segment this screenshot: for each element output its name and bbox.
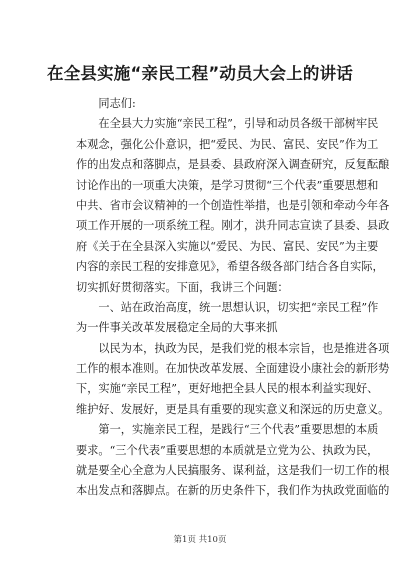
paragraph-line: 内容的亲民工程的安排意见》，希望各级各部门结合各自实际， [76, 260, 384, 274]
paragraph-line: 下，实施“亲民工程”，更好地把全县人民的根本利益实现好、 [76, 382, 379, 396]
paragraph-line: 第一，实施亲民工程，是践行“三个代表”重要思想的本质 [76, 423, 379, 437]
salutation: 同志们: [76, 97, 136, 110]
document-title: 在全县实施“亲民工程”动员大会上的讲话 [47, 64, 353, 83]
paragraph-line: 府《关于在全县深入实施以“爱民、为民、富民、安民”为主要 [76, 239, 379, 253]
paragraph-line: 中共、省市会议精神的一个创造性举措，也是引领和牵动今年各 [76, 198, 390, 212]
paragraph-line: 本出发点和落脚点。在新的历史条件下，我们作为执政党面临的 [76, 484, 390, 498]
paragraph-line: 讨论作出的一项重大决策，是学习贯彻“三个代表”重要思想和 [76, 178, 379, 192]
paragraph-line: 维护好、发展好，更是具有重要的现实意义和深远的历史意义。 [76, 402, 390, 416]
paragraph-line: 作的出发点和落脚点，是县委、县政府深入调查研究，反复酝酿 [76, 158, 390, 172]
document-body [76, 94, 390, 502]
section-heading-line: 为一件事关改革发展稳定全局的大事来抓 [76, 321, 278, 335]
paragraph-line: 在全县大力实施“亲民工程”，引导和动员各级干部树牢民 [76, 117, 379, 131]
paragraph-line: 工作的根本准则。在加快改革发展、全面建设小康社会的新形势 [76, 362, 390, 376]
page-number-footer: 第1页 共10页 [173, 535, 227, 545]
paragraph-line: 就是要全心全意为人民搞服务、谋利益，这是我们一切工作的根 [76, 464, 390, 478]
paragraph-line: 切实抓好贯彻落实。下面，我讲三个问题： [76, 280, 289, 294]
paragraph-line: 以民为本，执政为民，是我们党的根本宗旨，也是推进各项 [76, 341, 390, 355]
section-heading-line: 一、站在政治高度，统一思想认识，切实把“亲民工程”作 [76, 300, 379, 314]
paragraph-line: 要求。“三个代表”重要思想的本质就是立党为公、执政为民， [76, 443, 379, 457]
paragraph-line: 项工作开展的一项系统工程。刚才，洪升同志宣读了县委、县政 [76, 219, 390, 233]
paragraph-line: 本观念，强化公仆意识，把“爱民、为民、富民、安民”作为工 [76, 137, 379, 151]
